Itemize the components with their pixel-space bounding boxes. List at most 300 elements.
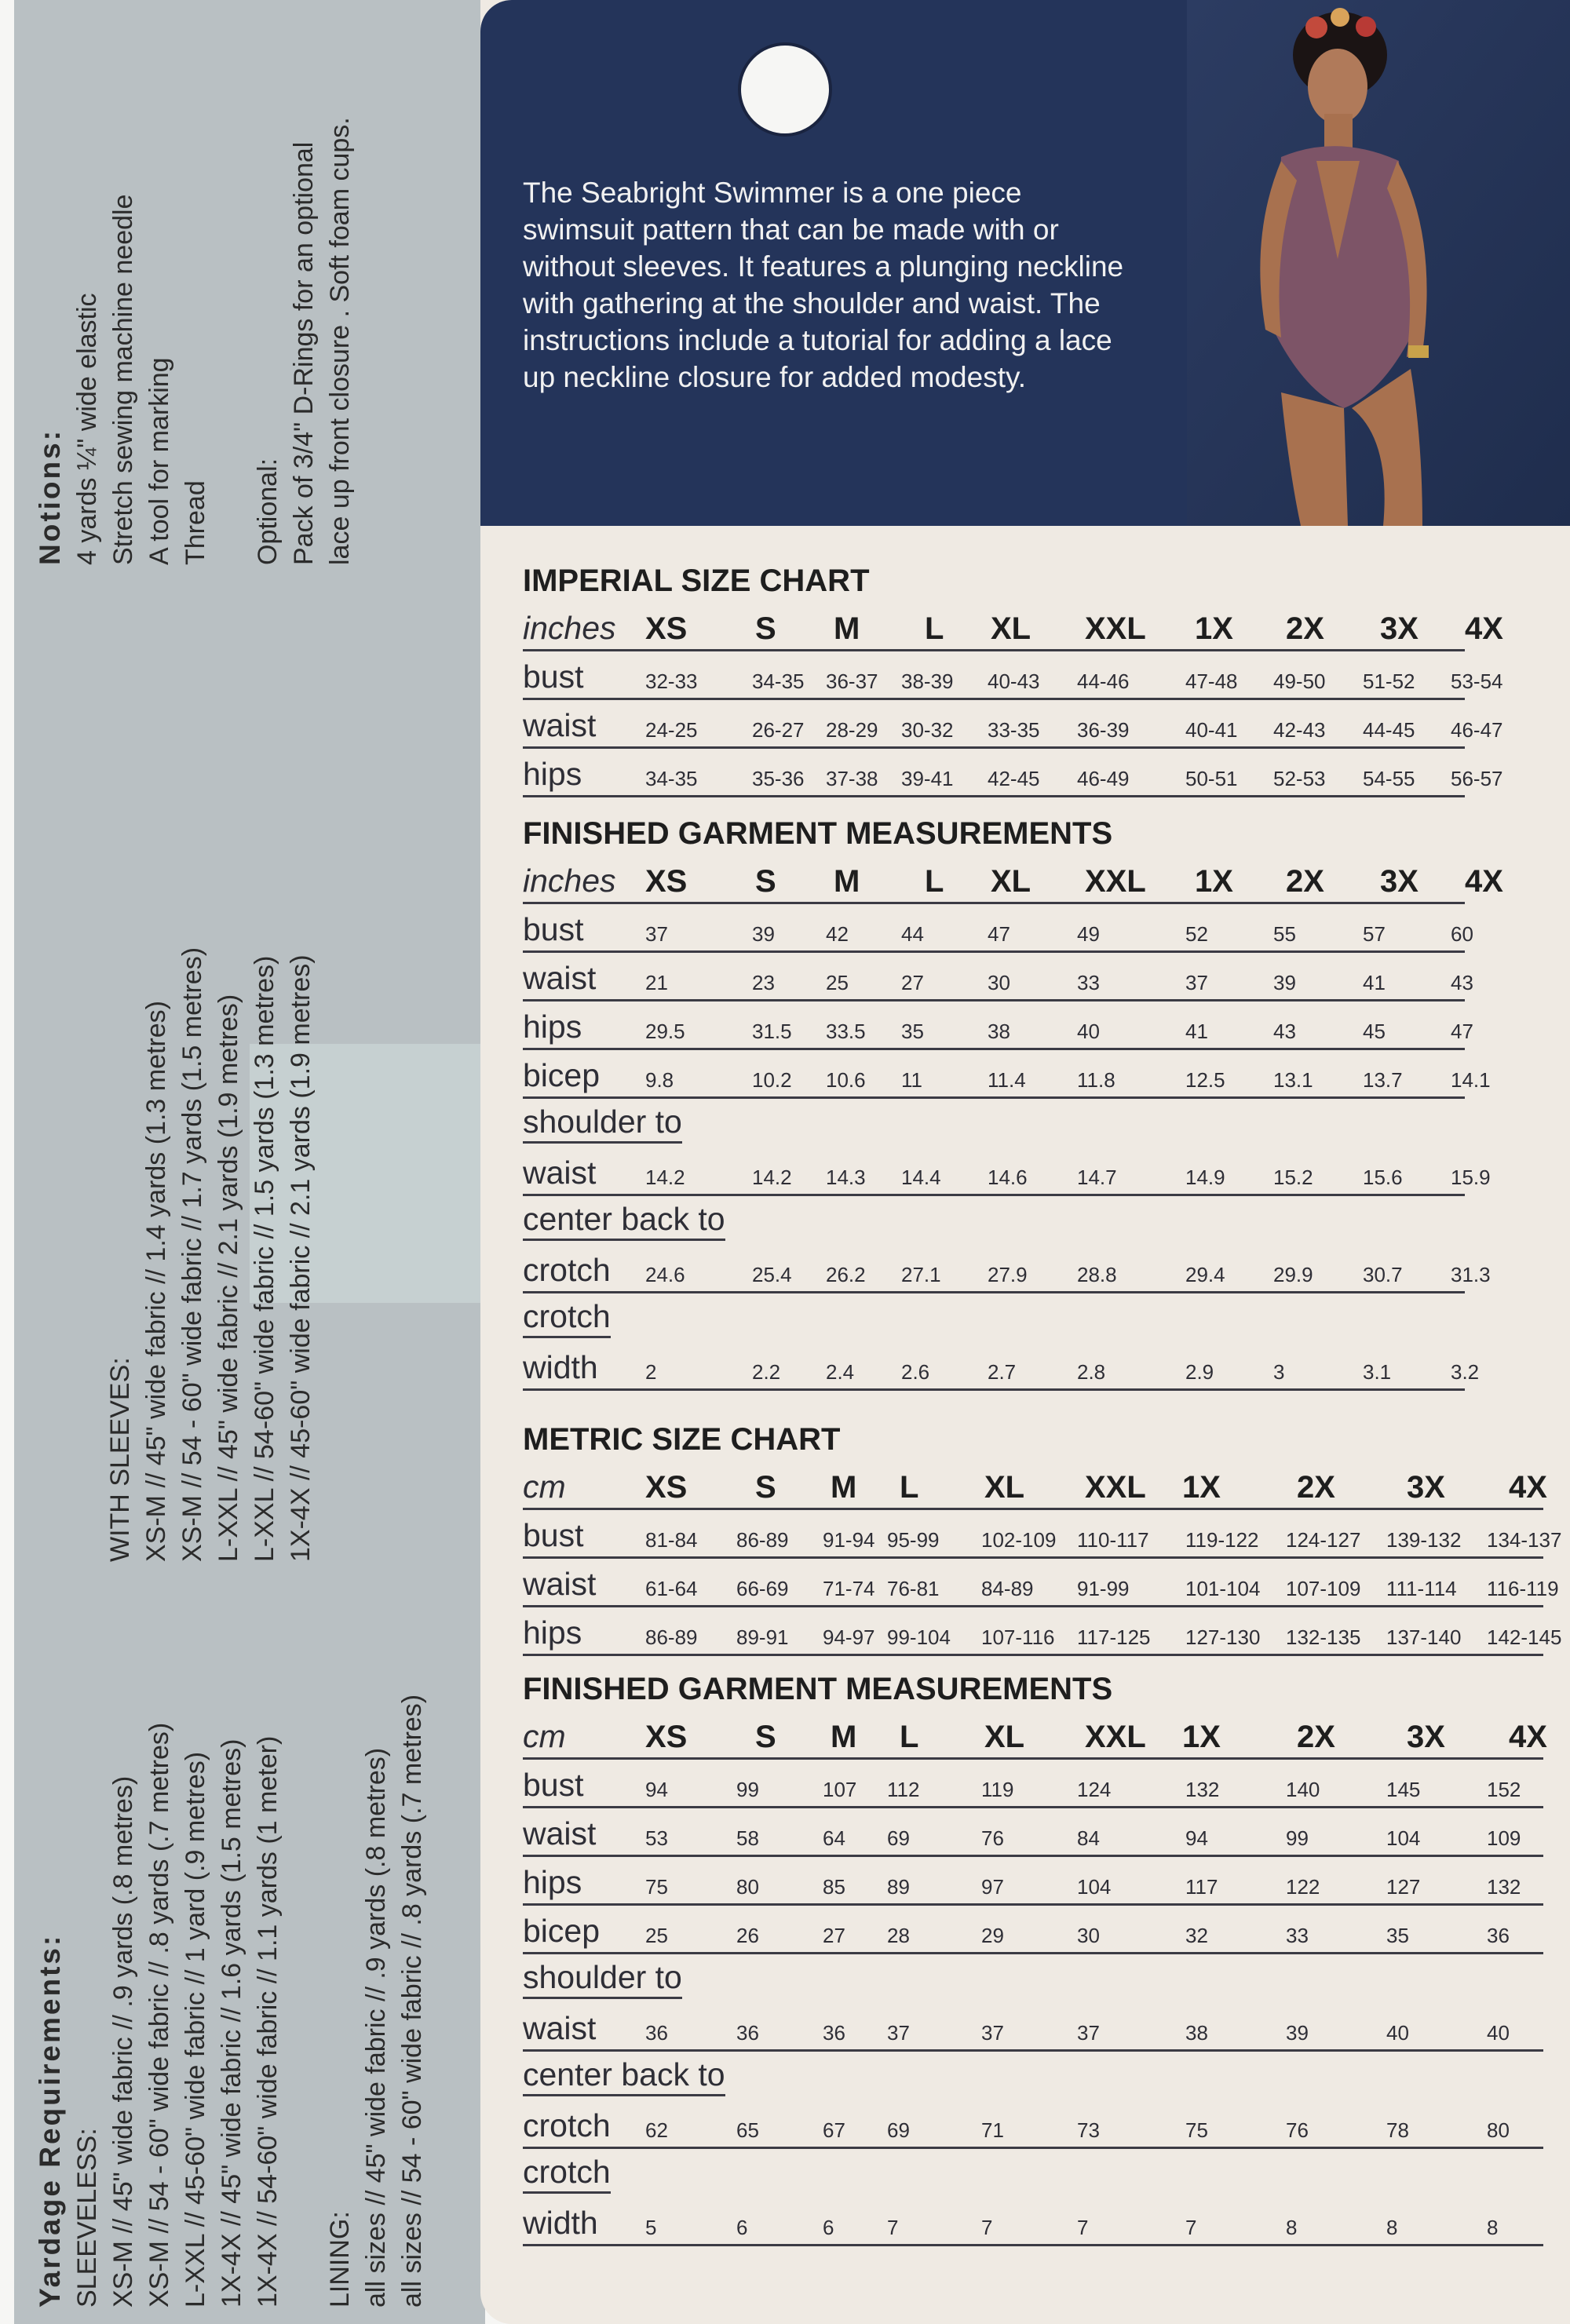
table-row [523,700,1543,749]
table-cell: 29.9 [1273,1263,1313,1286]
table-cell: 41 [1363,971,1386,994]
table-row [523,1245,1543,1293]
size-header: XL [991,864,1031,899]
table-cell: 12.5 [1185,1068,1225,1092]
yardage-line: L-XXL // 54-60" wide fabric // 1.5 yards (1.3 metres) [250,955,279,1562]
table-cell: 29 [981,1924,1004,1947]
table-cell: 127-130 [1185,1625,1261,1649]
table-cell: 75 [1185,2118,1208,2142]
table-cell: 91-94 [823,1528,875,1552]
table-cell: 107-116 [981,1625,1055,1649]
table-cell: 11 [901,1068,922,1092]
table-cell: 8 [1487,2216,1499,2239]
table-cell: 44 [901,922,924,946]
size-header: S [755,1470,776,1505]
table-cell: 27 [823,1924,845,1947]
table-cell: 119-122 [1185,1528,1259,1552]
table-cell: 76 [1286,2118,1309,2142]
table-cell: 27.1 [901,1263,941,1286]
table-cell: 91-99 [1077,1577,1130,1600]
table-cell: 94 [1185,1826,1208,1850]
size-header: XXL [1085,864,1146,899]
size-header: L [900,1470,919,1505]
table-cell: 35 [901,1020,924,1043]
row-label: waist [523,707,597,743]
table-cell: 46-47 [1451,718,1503,742]
table-cell: 104 [1386,1826,1421,1850]
table-cell: 64 [823,1826,845,1850]
table-cell: 107-109 [1286,1577,1361,1600]
size-header-row [523,603,1543,651]
notions-item: Stretch sewing machine needle [108,194,138,565]
row-label: width [523,1349,598,1385]
unit-label: cm [523,1468,566,1505]
table-cell: 8 [1386,2216,1398,2239]
table-cell: 36 [823,2021,845,2045]
size-header: XS [645,611,688,646]
table-cell: 36 [645,2021,668,2045]
table-cell: 35 [1386,1924,1409,1947]
table-row [523,953,1543,1001]
table-cell: 109 [1487,1826,1521,1850]
table-cell: 117 [1185,1875,1218,1899]
size-header: S [755,1720,776,1754]
table-cell: 14.2 [645,1166,685,1189]
notions-optional-label: Optional: [253,458,283,565]
table-cell: 36-39 [1077,718,1130,742]
row-label-continued [523,1201,725,1240]
table-cell: 99 [736,1778,759,1801]
table-cell: 10.6 [826,1068,866,1092]
table-cell: 80 [1487,2118,1510,2142]
size-header-row [523,856,1543,904]
size-header: XS [645,1470,688,1505]
table-cell: 84 [1077,1826,1100,1850]
table-cell: 14.4 [901,1166,941,1189]
table-cell: 34-35 [645,767,698,790]
table-cell: 54-55 [1363,767,1415,790]
card-header [480,0,1570,526]
table-cell: 37 [1077,2021,1100,2045]
table-cell: 73 [1077,2118,1100,2142]
table-cell: 36 [1487,1924,1510,1947]
table-cell: 2.2 [752,1360,781,1384]
yardage-heading: SLEEVELESS: [72,2128,102,2308]
table-cell: 101-104 [1185,1577,1261,1600]
size-header: XXL [1085,1470,1146,1505]
table-cell: 94 [645,1778,668,1801]
row-label-continued [523,2154,611,2193]
yardage-title: Yardage Requirements: [34,1933,66,2308]
row-label: bicep [523,1057,601,1093]
size-header: XL [991,611,1031,646]
row-label-top: crotch [523,2154,611,2194]
size-header: 2X [1286,864,1324,899]
table-cell: 2.7 [988,1360,1017,1384]
row-label-continued [523,1298,611,1337]
table-cell: 3.1 [1363,1360,1392,1384]
table-cell: 94-97 [823,1625,875,1649]
table-row [523,1857,1543,1906]
table-row [523,1050,1543,1099]
size-header: 2X [1297,1470,1335,1505]
table-cell: 107 [823,1778,857,1801]
row-underline [523,1096,1465,1099]
table-cell: 2.9 [1185,1360,1214,1384]
table-cell: 32 [1185,1924,1208,1947]
table-cell: 71 [981,2118,1004,2142]
table-cell: 80 [736,1875,759,1899]
yardage-line: XS-M // 45" wide fabric // 1.4 yards (1.3 metres) [141,1001,171,1562]
table-cell: 40-43 [988,669,1040,693]
unit-label: inches [523,610,616,646]
row-underline [523,2244,1543,2246]
table-cell: 30 [988,971,1010,994]
table-cell: 13.1 [1273,1068,1313,1092]
table-cell: 152 [1487,1778,1521,1801]
table-cell: 78 [1386,2118,1409,2142]
size-header: 1X [1182,1720,1221,1754]
table-cell: 30.7 [1363,1263,1403,1286]
table-cell: 7 [1077,2216,1089,2239]
table-cell: 76 [981,1826,1004,1850]
table-cell: 95-99 [887,1528,940,1552]
table-cell: 97 [981,1875,1004,1899]
table-cell: 49-50 [1273,669,1326,693]
table-cell: 24-25 [645,718,698,742]
table-cell: 39-41 [901,767,954,790]
table-cell: 69 [887,2118,910,2142]
table-cell: 3.2 [1451,1360,1480,1384]
table-row [523,1001,1543,1050]
table-cell: 33-35 [988,718,1040,742]
table-cell: 31.3 [1451,1263,1491,1286]
table-cell: 11.4 [988,1068,1026,1092]
table-cell: 31.5 [752,1020,792,1043]
pattern-card [480,0,1570,2324]
table-cell: 39 [1273,971,1296,994]
table-cell: 43 [1273,1020,1296,1043]
table-row [523,1760,1543,1808]
yardage-block [31,1695,430,2308]
table-cell: 15.2 [1273,1166,1313,1189]
table-cell: 61-64 [645,1577,698,1600]
table-row [523,1559,1559,1607]
table-cell: 45 [1363,1020,1386,1043]
size-header: XL [984,1720,1025,1754]
table-cell: 8 [1286,2216,1298,2239]
yardage-line: XS-M // 45" wide fabric // .9 yards (.8 metres) [108,1775,138,2308]
table-cell: 27.9 [988,1263,1028,1286]
table-cell: 24.6 [645,1263,685,1286]
table-cell: 111-114 [1386,1577,1457,1600]
table-cell: 39 [1286,2021,1309,2045]
table-cell: 132 [1487,1875,1521,1899]
row-label: waist [523,1815,597,1852]
notions-item: A tool for marking [144,357,174,565]
table-cell: 38-39 [901,669,954,693]
table-cell: 145 [1386,1778,1421,1801]
table-cell: 40 [1077,1020,1100,1043]
hang-hole [738,42,832,137]
table-cell: 67 [823,2118,845,2142]
table-cell: 37 [1185,971,1208,994]
table-cell: 85 [823,1875,845,1899]
table-cell: 9.8 [645,1068,674,1092]
table-cell: 42-45 [988,767,1040,790]
unit-label: cm [523,1718,566,1754]
size-header: L [925,611,944,646]
size-header: L [900,1720,919,1754]
table-cell: 84-89 [981,1577,1034,1600]
table-cell: 36 [736,2021,759,2045]
sleeves-block [102,947,319,1562]
row-label: waist [523,1155,597,1191]
row-label: width [523,2205,598,2241]
table-cell: 28.8 [1077,1263,1117,1286]
row-label: waist [523,1566,597,1602]
table-row [523,1808,1543,1857]
yardage-heading: LINING: [325,2211,355,2308]
notions-optional: lace up front closure . Soft foam cups. [325,117,355,565]
table-cell: 27 [901,971,924,994]
table-cell: 76-81 [887,1577,940,1600]
table-cell: 26 [736,1924,759,1947]
notions-item: Thread [181,480,210,565]
yardage-heading: WITH SLEEVES: [105,1357,135,1562]
table-cell: 102-109 [981,1528,1057,1552]
size-header: XXL [1085,611,1146,646]
size-header: XXL [1085,1720,1146,1754]
size-header: M [831,1470,857,1505]
table-cell: 43 [1451,971,1473,994]
yardage-line: L-XXL // 45" wide fabric // 2.1 yards (1.9 metres) [214,994,243,1562]
size-header: S [755,611,776,646]
table-cell: 104 [1077,1875,1112,1899]
table-cell: 38 [1185,2021,1208,2045]
table-cell: 89 [887,1875,910,1899]
row-underline [523,795,1465,797]
table-cell: 2.8 [1077,1360,1106,1384]
table-cell: 40-41 [1185,718,1238,742]
table-cell: 116-119 [1487,1577,1559,1600]
size-header: M [834,611,860,646]
table-cell: 25.4 [752,1263,792,1286]
size-header: 3X [1407,1720,1445,1754]
row-label: hips [523,1614,582,1651]
table-cell: 51-52 [1363,669,1415,693]
table-cell: 75 [645,1875,668,1899]
row-label-top: shoulder to [523,1104,682,1144]
section-title: FINISHED GARMENT MEASUREMENTS [523,1672,1113,1706]
notions-title: Notions: [34,428,66,565]
table-row [523,651,1543,700]
table-cell: 49 [1077,922,1100,946]
size-header: 4X [1465,864,1503,899]
size-header: 4X [1509,1470,1547,1505]
row-underline [523,2049,1543,2052]
row-underline [523,1654,1543,1656]
table-cell: 46-49 [1077,767,1130,790]
table-cell: 21 [645,971,668,994]
row-label-top: center back to [523,1201,725,1241]
table-row [523,904,1543,953]
table-cell: 30-32 [901,718,954,742]
table-row [523,1607,1562,1656]
row-label: hips [523,1864,582,1900]
table-row [523,1906,1543,1954]
table-cell: 14.3 [826,1166,866,1189]
table-cell: 39 [752,922,775,946]
table-cell: 52-53 [1273,767,1326,790]
table-cell: 29.5 [645,1020,685,1043]
table-cell: 124-127 [1286,1528,1361,1552]
yardage-line: 1X-4X // 45-60" wide fabric // 2.1 yards (1.9 metres) [286,954,316,1562]
row-underline [523,1194,1465,1196]
table-row [523,749,1543,797]
size-header: 4X [1465,611,1503,646]
row-label-top: center back to [523,2056,725,2096]
table-cell: 37 [887,2021,910,2045]
notions-block [31,117,358,565]
table-cell: 11.8 [1077,1068,1115,1092]
size-header: XL [984,1470,1025,1505]
table-cell: 65 [736,2118,759,2142]
row-label-top: shoulder to [523,1959,682,1999]
table-cell: 33 [1286,1924,1309,1947]
table-cell: 86-89 [645,1625,698,1649]
table-cell: 28-29 [826,718,878,742]
size-header: L [925,864,944,899]
table-cell: 6 [736,2216,748,2239]
section-title: METRIC SIZE CHART [523,1422,841,1457]
size-header: 1X [1195,611,1233,646]
row-label-continued [523,1104,682,1143]
table-cell: 37-38 [826,767,878,790]
table-row [523,2003,1543,2052]
table-cell: 99-104 [887,1625,951,1649]
row-label: bust [523,659,584,695]
row-underline [523,1952,1543,1954]
row-label: crotch [523,1252,611,1288]
row-label: bust [523,911,584,947]
table-cell: 127 [1386,1875,1421,1899]
table-cell: 32-33 [645,669,698,693]
size-header: S [755,864,776,899]
table-cell: 26.2 [826,1263,866,1286]
size-header: 2X [1297,1720,1335,1754]
table-cell: 56-57 [1451,767,1503,790]
table-cell: 110-117 [1077,1528,1149,1552]
size-header: 4X [1509,1720,1547,1754]
size-header: 3X [1407,1470,1445,1505]
row-label: bicep [523,1913,601,1949]
table-cell: 25 [826,971,849,994]
table-cell: 14.2 [752,1166,792,1189]
table-cell: 33 [1077,971,1100,994]
table-cell: 34-35 [752,669,805,693]
table-cell: 50-51 [1185,767,1238,790]
table-cell: 2.4 [826,1360,855,1384]
yardage-line: all sizes // 54 - 60" wide fabric // .8 yards (.7 metres) [397,1694,427,2308]
table-cell: 37 [645,922,668,946]
table-cell: 5 [645,2216,657,2239]
table-cell: 3 [1273,1360,1285,1384]
table-cell: 40 [1487,2021,1510,2045]
table-cell: 57 [1363,922,1386,946]
size-header: M [831,1720,857,1754]
table-cell: 36-37 [826,669,878,693]
table-cell: 29.4 [1185,1263,1225,1286]
table-cell: 117-125 [1077,1625,1151,1649]
row-underline [523,1291,1465,1293]
table-cell: 40 [1386,2021,1409,2045]
table-cell: 60 [1451,922,1473,946]
table-row [523,1342,1543,1391]
section-title: IMPERIAL SIZE CHART [523,564,870,598]
table-cell: 86-89 [736,1528,789,1552]
table-row [523,1147,1543,1196]
row-label: bust [523,1517,584,1553]
table-cell: 53-54 [1451,669,1503,693]
row-label: bust [523,1767,584,1803]
table-cell: 41 [1185,1020,1208,1043]
section-title: FINISHED GARMENT MEASUREMENTS [523,816,1113,851]
table-cell: 52 [1185,922,1208,946]
table-cell: 42 [826,922,849,946]
table-cell: 99 [1286,1826,1309,1850]
table-cell: 23 [752,971,775,994]
size-header-row [523,1461,1547,1510]
table-cell: 55 [1273,922,1296,946]
table-cell: 2 [645,1360,657,1384]
table-cell: 124 [1077,1778,1112,1801]
table-cell: 139-132 [1386,1528,1462,1552]
size-header: M [834,864,860,899]
table-cell: 47 [1451,1020,1473,1043]
table-cell: 14.6 [988,1166,1028,1189]
yardage-line: 1X-4X // 54-60" wide fabric // 1.1 yards (1 meter) [253,1735,283,2308]
table-cell: 119 [981,1778,1014,1801]
table-cell: 26-27 [752,718,805,742]
table-cell: 37 [981,2021,1004,2045]
table-cell: 13.7 [1363,1068,1403,1092]
notions-item: 4 yards ¼" wide elastic [72,293,102,565]
row-label-continued [523,1959,682,1998]
table-cell: 25 [645,1924,668,1947]
table-cell: 140 [1286,1778,1320,1801]
row-label: crotch [523,2107,611,2143]
yardage-line: L-XXL // 45-60" wide fabric // 1 yard (.9 metres) [181,1751,210,2308]
table-cell: 30 [1077,1924,1100,1947]
table-cell: 14.7 [1077,1166,1117,1189]
table-cell: 66-69 [736,1577,789,1600]
size-header: XS [645,1720,688,1754]
table-cell: 38 [988,1020,1010,1043]
size-header: 2X [1286,611,1324,646]
model-photo [1187,0,1570,526]
table-cell: 122 [1286,1875,1320,1899]
table-cell: 6 [823,2216,834,2239]
row-label-top: crotch [523,1298,611,1338]
table-cell: 2.6 [901,1360,930,1384]
size-header: XS [645,864,688,899]
table-row [523,1510,1562,1559]
row-label: waist [523,960,597,996]
size-header-row [523,1711,1547,1760]
table-cell: 42-43 [1273,718,1326,742]
table-cell: 89-91 [736,1625,789,1649]
